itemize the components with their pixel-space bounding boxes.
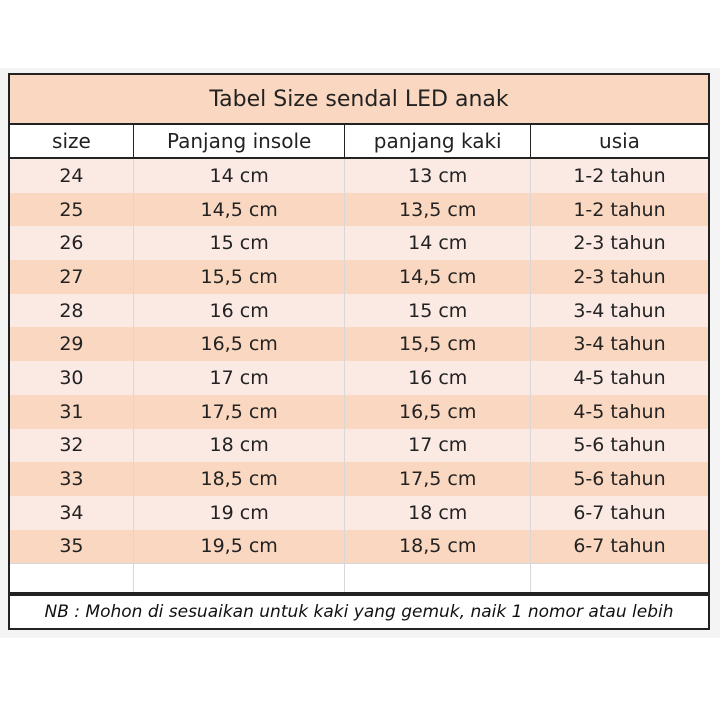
size-table [8, 73, 710, 594]
cell-size: 30 [9, 361, 133, 395]
cell-size: 26 [9, 226, 133, 260]
cell-age: 5-6 tahun [530, 429, 709, 463]
cell-insole: 19,5 cm [133, 530, 345, 564]
table-row [9, 496, 709, 530]
cell-size: 32 [9, 429, 133, 463]
table-row [9, 193, 709, 227]
cell-age: 1-2 tahun [530, 158, 709, 193]
header-foot-length: panjang kaki [345, 124, 531, 158]
cell-age: 4-5 tahun [530, 361, 709, 395]
cell-insole: 18,5 cm [133, 462, 345, 496]
cell-size: 31 [9, 395, 133, 429]
cell-foot-length: 15 cm [345, 294, 531, 328]
cell-empty [530, 564, 709, 594]
cell-foot-length: 15,5 cm [345, 327, 531, 361]
cell-age: 3-4 tahun [530, 327, 709, 361]
cell-size: 27 [9, 260, 133, 294]
cell-size: 34 [9, 496, 133, 530]
cell-foot-length: 14 cm [345, 226, 531, 260]
cell-age: 2-3 tahun [530, 226, 709, 260]
table-title: Tabel Size sendal LED anak [9, 74, 709, 124]
cell-foot-length: 17 cm [345, 429, 531, 463]
cell-empty [133, 564, 345, 594]
cell-insole: 19 cm [133, 496, 345, 530]
table-row [9, 294, 709, 328]
cell-insole: 15 cm [133, 226, 345, 260]
table-header-row [9, 124, 709, 158]
cell-insole: 17,5 cm [133, 395, 345, 429]
header-size: size [9, 124, 133, 158]
table-row [9, 361, 709, 395]
table-title-row [9, 74, 709, 124]
cell-size: 25 [9, 193, 133, 227]
cell-insole: 16 cm [133, 294, 345, 328]
table-row [9, 429, 709, 463]
table-row [9, 260, 709, 294]
cell-age: 3-4 tahun [530, 294, 709, 328]
cell-size: 29 [9, 327, 133, 361]
cell-foot-length: 16,5 cm [345, 395, 531, 429]
cell-insole: 14,5 cm [133, 193, 345, 227]
cell-insole: 16,5 cm [133, 327, 345, 361]
header-age: usia [530, 124, 709, 158]
table-row [9, 226, 709, 260]
cell-age: 2-3 tahun [530, 260, 709, 294]
cell-foot-length: 16 cm [345, 361, 531, 395]
table-row [9, 462, 709, 496]
cell-empty [345, 564, 531, 594]
cell-foot-length: 18,5 cm [345, 530, 531, 564]
table-row [9, 530, 709, 564]
cell-insole: 14 cm [133, 158, 345, 193]
table-row-empty [9, 564, 709, 594]
cell-foot-length: 13 cm [345, 158, 531, 193]
table-row [9, 158, 709, 193]
cell-foot-length: 13,5 cm [345, 193, 531, 227]
cell-foot-length: 14,5 cm [345, 260, 531, 294]
cell-size: 33 [9, 462, 133, 496]
cell-age: 6-7 tahun [530, 496, 709, 530]
cell-size: 24 [9, 158, 133, 193]
cell-insole: 15,5 cm [133, 260, 345, 294]
cell-age: 4-5 tahun [530, 395, 709, 429]
cell-size: 35 [9, 530, 133, 564]
cell-size: 28 [9, 294, 133, 328]
cell-empty [9, 564, 133, 594]
cell-age: 1-2 tahun [530, 193, 709, 227]
cell-foot-length: 17,5 cm [345, 462, 531, 496]
cell-insole: 18 cm [133, 429, 345, 463]
cell-age: 5-6 tahun [530, 462, 709, 496]
cell-insole: 17 cm [133, 361, 345, 395]
cell-foot-length: 18 cm [345, 496, 531, 530]
note-text: NB : Mohon di sesuaikan untuk kaki yang gemuk, naik 1 nomor atau lebih [8, 594, 710, 630]
cell-age: 6-7 tahun [530, 530, 709, 564]
header-insole: Panjang insole [133, 124, 345, 158]
table-row [9, 395, 709, 429]
table-row [9, 327, 709, 361]
